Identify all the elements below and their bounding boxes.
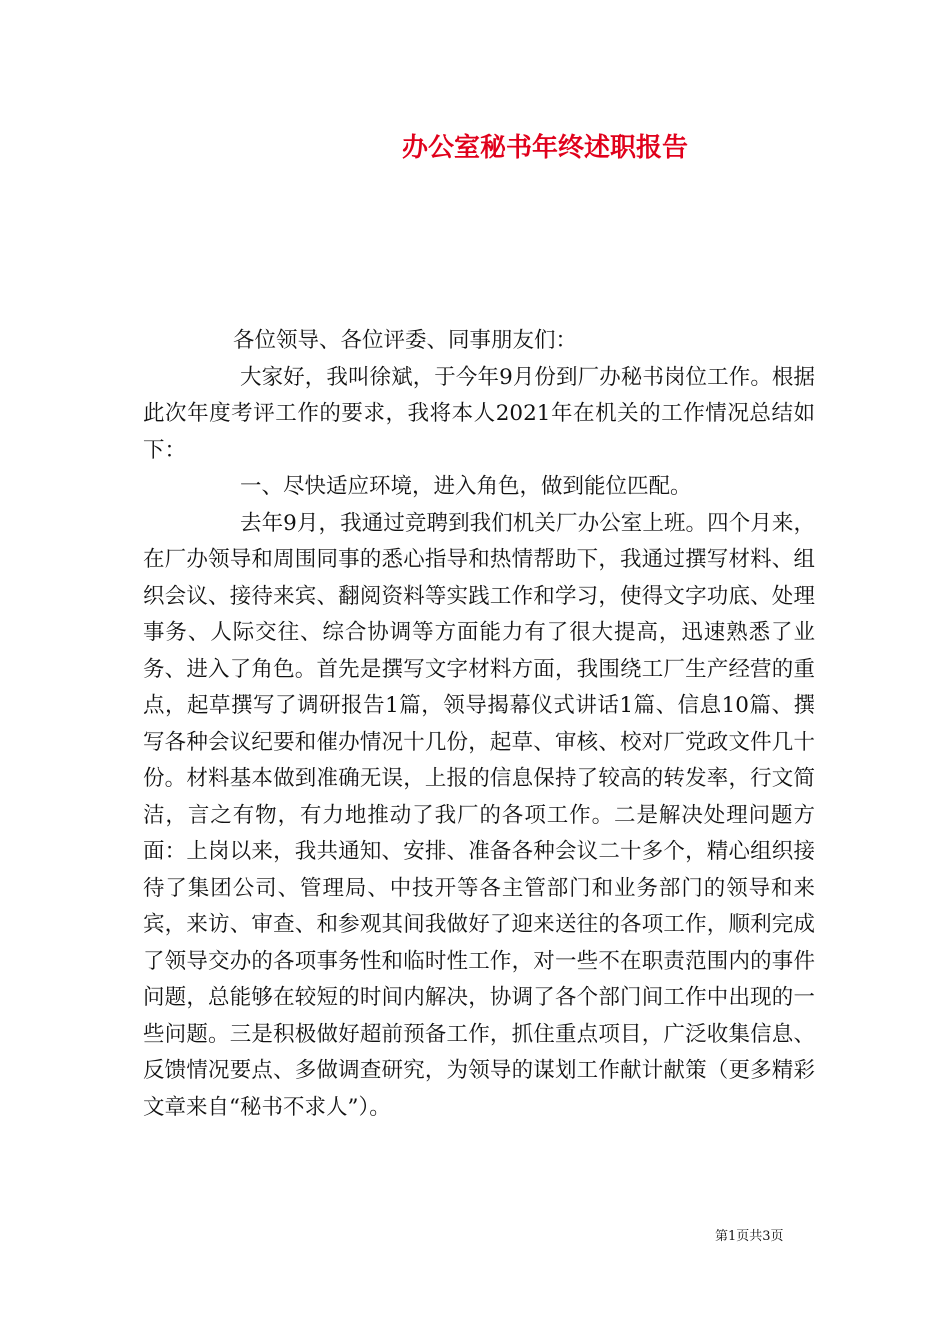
paragraph-work-summary: 去年9月，我通过竞聘到我们机关厂办公室上班。四个月来，在厂办领导和周围同事的悉心指导和热情帮助下，我通过撰写材料、组织会议、接待来宾、翻阅资料等实践工作和学习，使得文字功底、处理事务、人际交往、综合协调等方面能力有了很大提高，迅速熟悉了业务、进入了角色。首先是撰写文字材料方面，我围绕工厂生产经营的重点，起草撰写了调研报告1篇，领导揭幕仪式讲话1篇、信息10篇、撰写各种会议纪要和催办情况十几份，起草、审核、校对厂党政文件几十份。材料基本做到准确无误，上报的信息保持了较高的转发率，行文简洁，言之有物，有力地推动了我厂的各项工作。二是解决处理问题方面：上岗以来，我共通知、安排、准备各种会议二十多个，精心组织接待了集团公司、管理局、中技开等各主管部门和业务部门的领导和来宾，来访、审查、和参观其间我做好了迎来送往的各项工作，顺利完成了领导交办的各项事务性和临时性工作，对一些不在职责范围内的事件问题，总能够在较短的时间内解决，协调了各个部门间工作中出现的一些问题。三是积极做好超前预备工作，抓住重点项目，广泛收集信息、反馈情况要点、多做调查研究，为领导的谋划工作献计献策（更多精彩文章来自“秘书不求人”）。: [143, 510, 815, 1120]
page-indicator: 第1页共3页: [715, 1229, 784, 1244]
document-title: 办公室秘书年终述职报告: [401, 133, 688, 163]
salutation: 各位领导、各位评委、同事朋友们：: [233, 328, 578, 353]
paragraph-intro: 大家好，我叫徐斌，于今年9月份到厂办秘书岗位工作。根据此次年度考评工作的要求，我将本人2021年在机关的工作情况总结如下：: [143, 364, 815, 463]
document-body: [143, 323, 815, 1126]
section-heading-1: 一、尽快适应环境，进入角色，做到能位匹配。: [240, 474, 692, 499]
